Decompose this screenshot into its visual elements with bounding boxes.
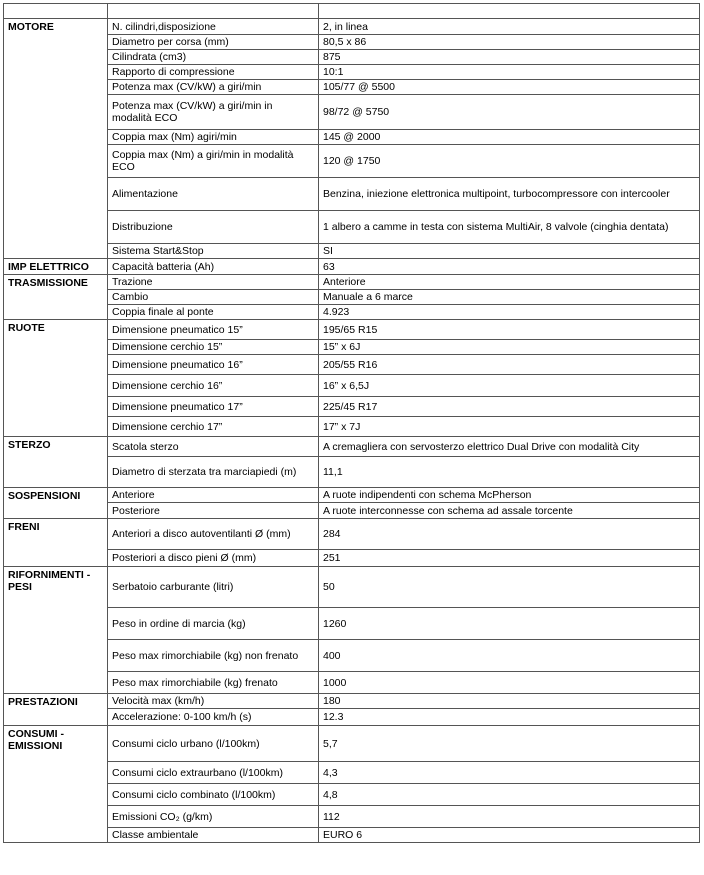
spec-value: 63 — [319, 259, 700, 275]
spec-value: 2, in linea — [319, 19, 700, 35]
spec-value: 875 — [319, 50, 700, 65]
spec-value: Anteriore — [319, 275, 700, 290]
table-row — [4, 275, 700, 290]
spec-label: Dimensione pneumatico 15” — [108, 320, 319, 340]
spec-label: Dimensione cerchio 15” — [108, 340, 319, 355]
spec-label: Posteriori a disco pieni Ø (mm) — [108, 550, 319, 567]
spec-value: 105/77 @ 5500 — [319, 80, 700, 95]
spec-value: 98/72 @ 5750 — [319, 95, 700, 130]
spec-label: Dimensione cerchio 16” — [108, 375, 319, 397]
table-row — [4, 290, 700, 305]
table-row — [4, 437, 700, 457]
table-row — [4, 375, 700, 397]
spec-value: 180 — [319, 694, 700, 709]
spec-label: Distribuzione — [108, 211, 319, 244]
spec-value: 12.3 — [319, 709, 700, 726]
spec-label: Capacità batteria (Ah) — [108, 259, 319, 275]
spec-value: 4,3 — [319, 762, 700, 784]
spec-value: 80,5 x 86 — [319, 35, 700, 50]
spec-value: Manuale a 6 marce — [319, 290, 700, 305]
spec-label: Coppia max (Nm) a giri/min in modalità ECO — [108, 145, 319, 178]
spec-label: Anteriore — [108, 488, 319, 503]
spec-label — [108, 4, 319, 19]
spec-label: Cilindrata (cm3) — [108, 50, 319, 65]
spec-label: Potenza max (CV/kW) a giri/min in modalità ECO — [108, 95, 319, 130]
spec-value: 1260 — [319, 608, 700, 640]
table-row — [4, 762, 700, 784]
table-row — [4, 340, 700, 355]
spec-label: Serbatoio carburante (litri) — [108, 567, 319, 608]
table-row — [4, 608, 700, 640]
spec-value: 205/55 R16 — [319, 355, 700, 375]
section-name: SOSPENSIONI — [4, 488, 108, 519]
spec-label: Emissioni CO₂ (g/km) — [108, 806, 319, 828]
table-row — [4, 672, 700, 694]
spec-value: EURO 6 — [319, 828, 700, 843]
spec-label: Posteriore — [108, 503, 319, 519]
spec-label: Dimensione pneumatico 16” — [108, 355, 319, 375]
section-name: IMP ELETTRICO — [4, 259, 108, 275]
spec-value: A ruote indipendenti con schema McPherson — [319, 488, 700, 503]
spec-label: Consumi ciclo combinato (l/100km) — [108, 784, 319, 806]
table-row — [4, 397, 700, 417]
spec-value: 50 — [319, 567, 700, 608]
spec-label: Peso max rimorchiabile (kg) frenato — [108, 672, 319, 694]
table-row — [4, 828, 700, 843]
table-row — [4, 211, 700, 244]
spec-label: Alimentazione — [108, 178, 319, 211]
table-row — [4, 130, 700, 145]
spec-table-body — [4, 4, 700, 843]
table-row — [4, 488, 700, 503]
spec-value: 11,1 — [319, 457, 700, 488]
table-row — [4, 305, 700, 320]
section-name: MOTORE — [4, 19, 108, 259]
spec-label: Cambio — [108, 290, 319, 305]
table-row — [4, 244, 700, 259]
spec-label: Coppia max (Nm) agiri/min — [108, 130, 319, 145]
section-name: RIFORNIMENTI - PESI — [4, 567, 108, 694]
spec-label: Sistema Start&Stop — [108, 244, 319, 259]
table-row — [4, 519, 700, 550]
spec-value: 17” x 7J — [319, 417, 700, 437]
table-row — [4, 417, 700, 437]
table-row — [4, 709, 700, 726]
table-row — [4, 806, 700, 828]
section-name: TRASMISSIONE — [4, 275, 108, 320]
table-row — [4, 4, 700, 19]
spec-value: 1000 — [319, 672, 700, 694]
spec-label: Potenza max (CV/kW) a giri/min — [108, 80, 319, 95]
table-row — [4, 259, 700, 275]
table-row — [4, 726, 700, 762]
spec-label: Coppia finale al ponte — [108, 305, 319, 320]
spec-value: 4.923 — [319, 305, 700, 320]
table-row — [4, 95, 700, 130]
spec-label: Trazione — [108, 275, 319, 290]
spec-value — [319, 4, 700, 19]
spec-label: Velocità max (km/h) — [108, 694, 319, 709]
spec-value: 16” x 6,5J — [319, 375, 700, 397]
table-row — [4, 457, 700, 488]
table-row — [4, 178, 700, 211]
spec-value: 5,7 — [319, 726, 700, 762]
spec-label: Classe ambientale — [108, 828, 319, 843]
spec-value: 120 @ 1750 — [319, 145, 700, 178]
spec-label: Consumi ciclo extraurbano (l/100km) — [108, 762, 319, 784]
spec-value: 251 — [319, 550, 700, 567]
spec-value: 1 albero a camme in testa con sistema MultiAir, 8 valvole (cinghia dentata) — [319, 211, 700, 244]
section-name: CONSUMI - EMISSIONI — [4, 726, 108, 843]
spec-value: A ruote interconnesse con schema ad assale torcente — [319, 503, 700, 519]
table-row — [4, 567, 700, 608]
spec-label: Consumi ciclo urbano (l/100km) — [108, 726, 319, 762]
table-row — [4, 640, 700, 672]
table-row — [4, 550, 700, 567]
spec-value: 4,8 — [319, 784, 700, 806]
table-row — [4, 50, 700, 65]
spec-label: Dimensione pneumatico 17” — [108, 397, 319, 417]
table-row — [4, 65, 700, 80]
spec-table — [3, 3, 700, 843]
table-row — [4, 784, 700, 806]
section-name — [4, 4, 108, 19]
spec-label: Rapporto di compressione — [108, 65, 319, 80]
table-row — [4, 19, 700, 35]
spec-label: Diametro di sterzata tra marciapiedi (m) — [108, 457, 319, 488]
spec-label: Scatola sterzo — [108, 437, 319, 457]
table-row — [4, 80, 700, 95]
table-row — [4, 320, 700, 340]
spec-value: Benzina, iniezione elettronica multipoint, turbocompressore con intercooler — [319, 178, 700, 211]
spec-label: N. cilindri,disposizione — [108, 19, 319, 35]
spec-value: 15” x 6J — [319, 340, 700, 355]
spec-label: Anteriori a disco autoventilanti Ø (mm) — [108, 519, 319, 550]
spec-value: 145 @ 2000 — [319, 130, 700, 145]
table-row — [4, 503, 700, 519]
table-row — [4, 355, 700, 375]
section-name: STERZO — [4, 437, 108, 488]
spec-value: 400 — [319, 640, 700, 672]
spec-value: 284 — [319, 519, 700, 550]
spec-value: 195/65 R15 — [319, 320, 700, 340]
spec-label: Peso max rimorchiabile (kg) non frenato — [108, 640, 319, 672]
section-name: RUOTE — [4, 320, 108, 437]
section-name: FRENI — [4, 519, 108, 567]
table-row — [4, 35, 700, 50]
table-row — [4, 145, 700, 178]
spec-value: 112 — [319, 806, 700, 828]
spec-label: Dimensione cerchio 17” — [108, 417, 319, 437]
spec-value: 10:1 — [319, 65, 700, 80]
spec-value: SI — [319, 244, 700, 259]
spec-label: Peso in ordine di marcia (kg) — [108, 608, 319, 640]
section-name: PRESTAZIONI — [4, 694, 108, 726]
table-row — [4, 694, 700, 709]
spec-label: Accelerazione: 0-100 km/h (s) — [108, 709, 319, 726]
spec-value: 225/45 R17 — [319, 397, 700, 417]
spec-label: Diametro per corsa (mm) — [108, 35, 319, 50]
spec-value: A cremagliera con servosterzo elettrico Dual Drive con modalità City — [319, 437, 700, 457]
